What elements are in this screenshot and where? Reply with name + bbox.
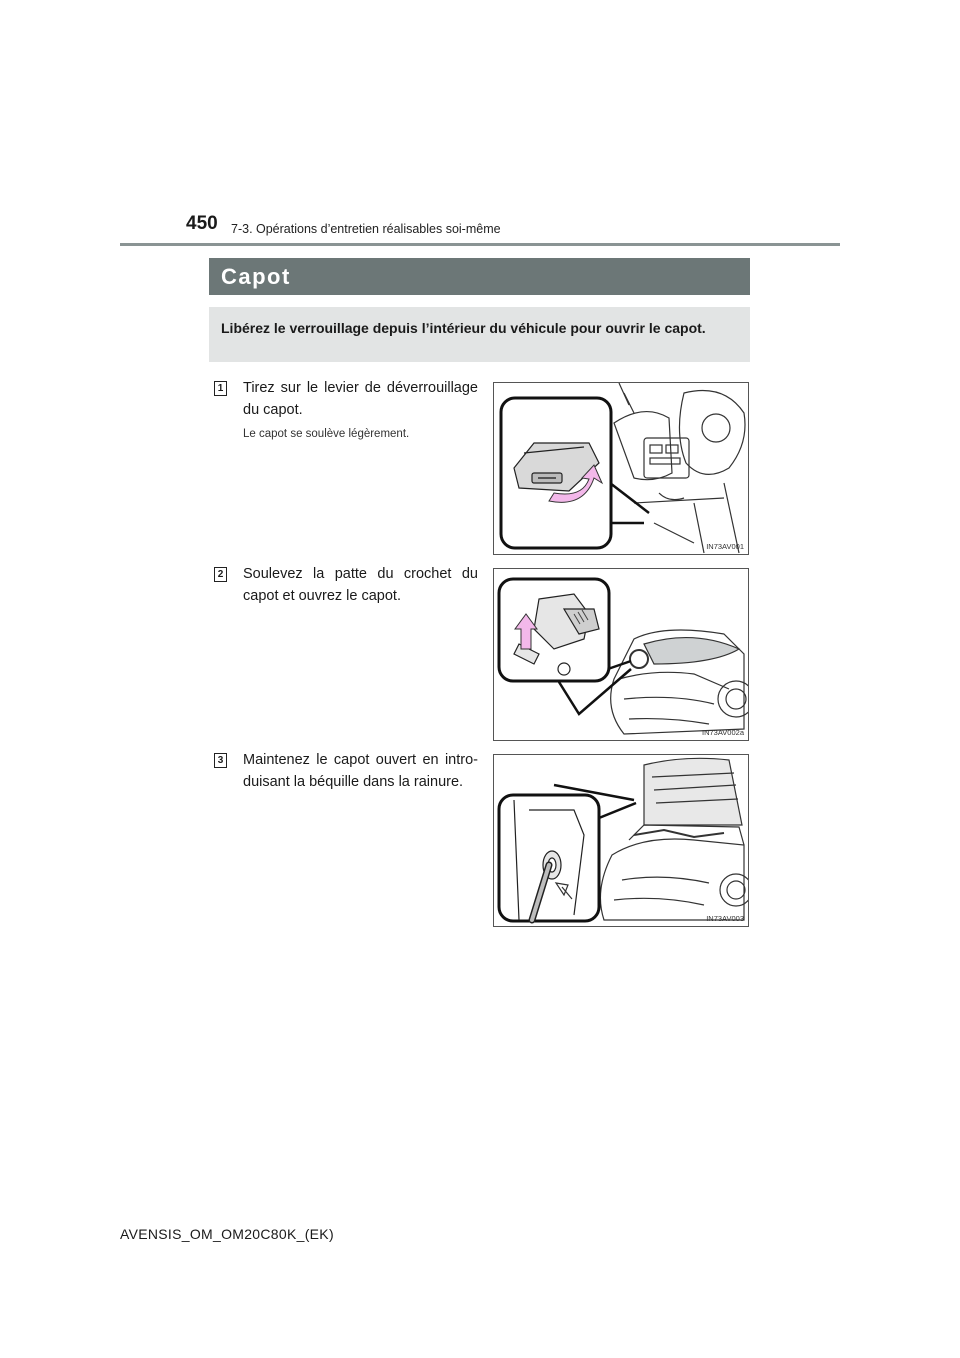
hood-support-illustration — [494, 755, 749, 927]
figure-3-code: IN73AV003 — [706, 914, 744, 923]
figure-1-code: IN73AV001 — [706, 542, 744, 551]
hood-latch-illustration — [494, 569, 749, 741]
header-rule — [120, 243, 840, 246]
step-2-number: 2 — [214, 567, 227, 582]
document-id: AVENSIS_OM_OM20C80K_(EK) — [120, 1226, 334, 1242]
step-1-number: 1 — [214, 381, 227, 396]
step-3-text: Maintenez le capot ouvert en intro-duisant la béquille dans la rainure. — [243, 752, 478, 790]
section-title: Capot — [209, 258, 750, 295]
figure-hood-latch — [493, 568, 749, 741]
hood-release-illustration — [494, 383, 749, 555]
step-2-text: Soulevez la patte du crochet du capot et ouvrez le capot. — [243, 566, 478, 604]
figure-2-code: IN73AV002a — [702, 728, 744, 737]
figure-hood-support-rod — [493, 754, 749, 927]
section-intro: Libérez le verrouillage depuis l’intérieur du véhicule pour ouvrir le capot. — [209, 307, 750, 362]
chapter-title: 7-3. Opérations d’entretien réalisables soi-même — [231, 222, 501, 236]
step-1-text: Tirez sur le levier de déverrouillage du capot. — [243, 380, 478, 418]
step-1-note: Le capot se soulève légèrement. — [243, 428, 410, 440]
page-number: 450 — [186, 213, 218, 234]
figure-hood-release-lever — [493, 382, 749, 555]
step-3-number: 3 — [214, 753, 227, 768]
